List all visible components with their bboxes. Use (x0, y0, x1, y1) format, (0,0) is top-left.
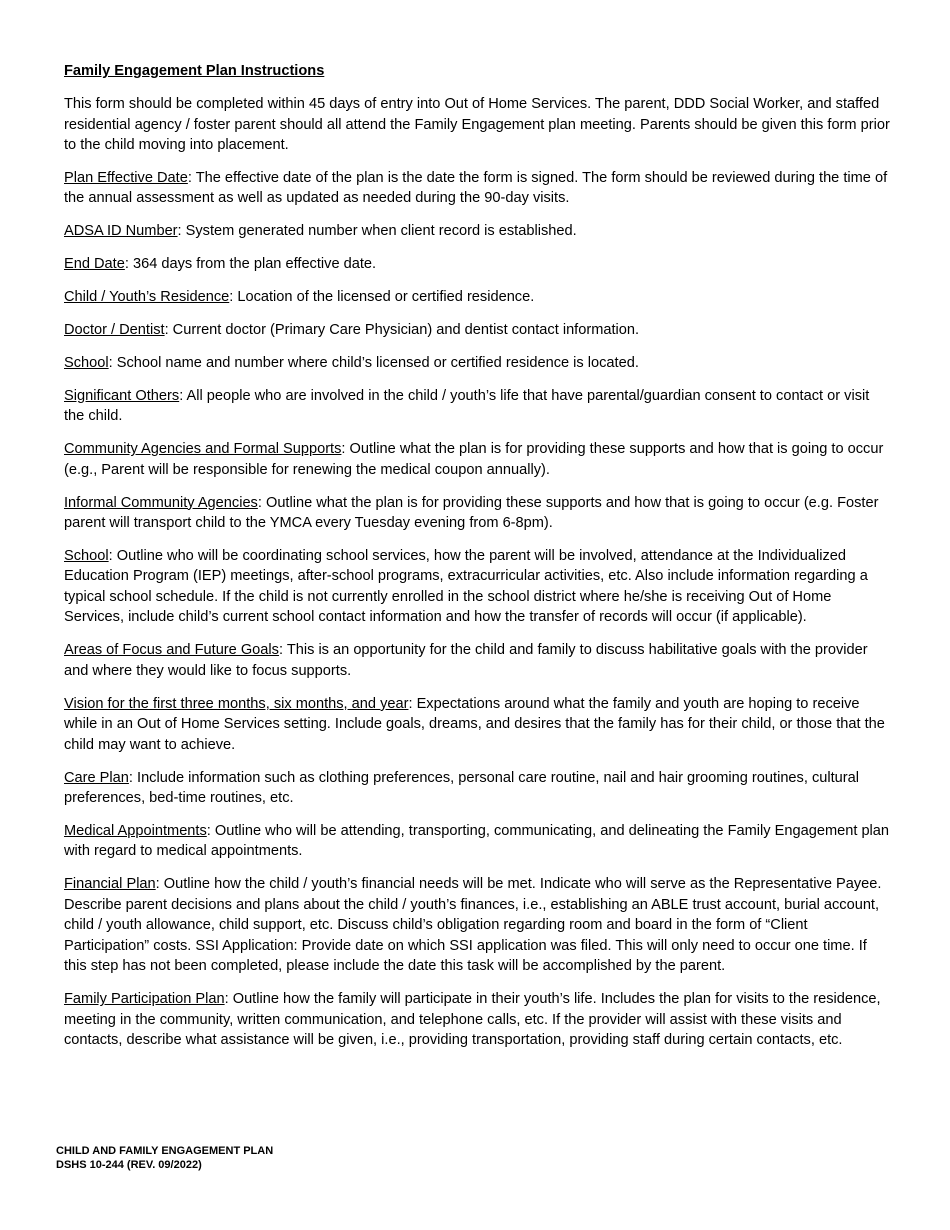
section-term: Plan Effective Date (64, 169, 188, 186)
section-family-participation (64, 989, 890, 1051)
section-medical-appointments (64, 821, 890, 862)
section-text: : Location of the licensed or certified residence. (229, 289, 535, 306)
section-text: : Outline what the plan is for providing these supports and how that is going to occur (e.g., Parent will be responsible for renewing the medical coupon annually). (64, 441, 884, 478)
document-body (64, 61, 890, 1063)
section-text: : All people who are involved in the child / youth’s life that have parental/guardian consent to contact or visit the child. (64, 387, 870, 425)
section-text: : Outline who will be attending, transporting, communicating, and delineating the Family Engagement plan with regard to medical appointments. (64, 822, 890, 860)
section-term: Areas of Focus and Future Goals (64, 642, 279, 659)
section-term: Financial Plan (64, 876, 156, 893)
section-term: School (64, 354, 109, 371)
section-text: : Expectations around what the family and youth are hoping to receive while in an Out of Home Services setting. Include goals, dreams, and desires that the family has for their child, or those that the child may want to achieve. (64, 695, 885, 753)
section-term: Doctor / Dentist (64, 321, 165, 338)
intro-paragraph: This form should be completed within 45 days of entry into Out of Home Services. The parent, DDD Social Worker, and staffed residential agency / foster parent should all attend the Family Engagement plan meeting. Parents should be given this form prior to the child moving into placement. (64, 96, 890, 153)
section-term: ADSA ID Number (64, 223, 178, 240)
section-term: Child / Youth’s Residence (64, 289, 230, 306)
section-text: : Outline how the family will participate in their youth’s life. Includes the plan for visits to the residence, meeting in the community, written communication, and telephone calls, etc. If the provider will assist with these visits and contacts, describe what assistance will be given, i.e., providing transportation, providing staff during certain contacts, etc. (64, 991, 881, 1049)
section-term: Informal Community Agencies (64, 494, 258, 511)
section-term: Significant Others (64, 387, 180, 404)
section-care-plan (64, 768, 890, 809)
section-text: : Outline who will be coordinating school services, how the parent will be involved, attendance at the Individualized Education Program (IEP) meetings, after-school programs, extracurricular activities, etc. Also include information regarding a typical school schedule. If the child is not currently enrolled in the school district where he/she is receiving Out of Home Services, include child’s current school contact information and how the transfer of records will occur (if applicable). (64, 547, 868, 626)
section-residence (64, 287, 890, 308)
section-plan-effective-date (64, 168, 890, 209)
form-name: CHILD AND FAMILY ENGAGEMENT PLAN (56, 1145, 274, 1157)
section-text: : This is an opportunity for the child and family to discuss habilitative goals with the provider and where they would like to focus supports. (64, 642, 868, 679)
section-end-date (64, 254, 890, 275)
page-title: Family Engagement Plan Instructions (64, 63, 325, 79)
section-term: Family Participation Plan (64, 991, 225, 1008)
section-term: End Date (64, 256, 125, 273)
section-text: : 364 days from the plan effective date. (124, 256, 377, 273)
section-vision (64, 694, 890, 756)
section-school-info (64, 353, 890, 374)
section-significant-others (64, 386, 890, 427)
section-doctor-dentist (64, 320, 890, 341)
section-text: : School name and number where child’s licensed or certified residence is located. (108, 354, 639, 371)
section-term: Medical Appointments (64, 822, 207, 839)
section-term: Care Plan (64, 769, 129, 786)
section-text: : System generated number when client record is established. (177, 223, 577, 240)
section-text: : The effective date of the plan is the date the form is signed. The form should be reviewed during the time of the annual assessment as well as updated as needed during the 90-day visits. (64, 169, 888, 207)
section-text: : Current doctor (Primary Care Physician) and dentist contact information. (164, 321, 640, 338)
section-text: : Outline what the plan is for providing these supports and how that is going to occur (e.g. Foster parent will transport child to the YMCA every Tuesday evening from 6-8pm). (64, 494, 879, 532)
section-text: : Include information such as clothing preferences, personal care routine, nail and hair grooming routines, cultural preferences, bed-time routines, etc. (64, 769, 859, 807)
section-formal-supports (64, 439, 890, 480)
section-term: Community Agencies and Formal Supports (64, 441, 342, 458)
section-financial-plan (64, 874, 890, 977)
section-text: : Outline how the child / youth’s financial needs will be met. Indicate who will serve as the Representative Payee. Describe parent decisions and plans about the child / youth’s finances, i.e., establishing an ABLE trust account, burial account, child / youth allowance, child support, etc. Discuss child’s obligation regarding room and board in the form of “Client Participation” costs. SSI Application: Provide date on which SSI application was filed. This will only need to occur one time. If this step has not been completed, please include the date this task will be accomplished by the parent. (64, 876, 882, 975)
section-school-plan (64, 546, 890, 628)
section-term: School (64, 547, 109, 564)
form-footer (56, 1144, 273, 1172)
section-areas-of-focus (64, 640, 890, 681)
section-informal-agencies (64, 493, 890, 534)
section-term: Vision for the first three months, six months, and year (64, 695, 409, 712)
form-number: DSHS 10-244 (REV. 09/2022) (56, 1159, 202, 1171)
section-adsa-id-number (64, 221, 890, 242)
